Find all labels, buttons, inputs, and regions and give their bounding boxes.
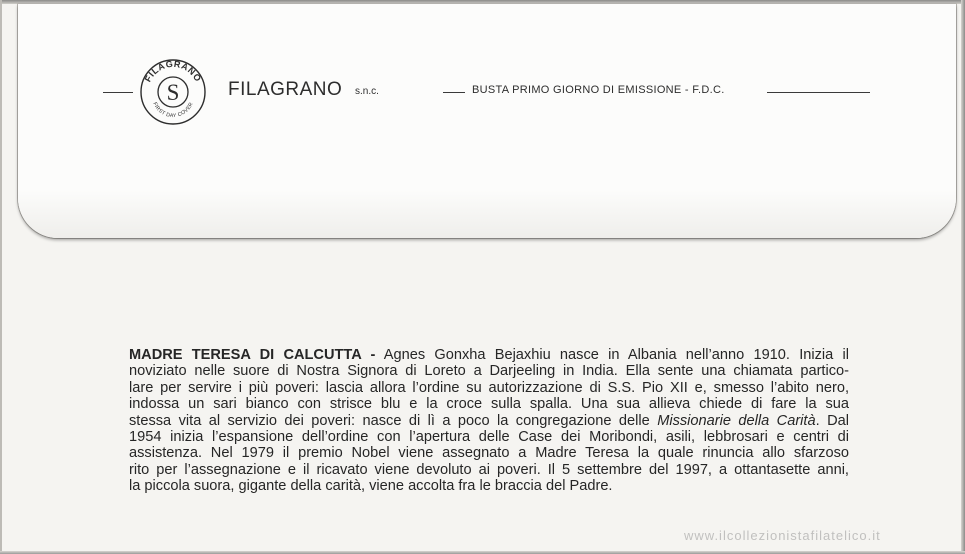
bio-line-6: 1954 inizia l’espansione dell’ordine con l’apertura delle Case dei Moribondi, asili, lebbrosari e centri di (129, 429, 849, 446)
seal-letter: S (166, 80, 180, 105)
bio-line-5 (129, 413, 849, 429)
header-rule-middle (443, 92, 465, 93)
flap-fold-shading (18, 190, 956, 238)
bio-congregation-name: Missionarie della Carità (657, 412, 816, 429)
brand-name: FILAGRANO (228, 79, 343, 100)
bio-line-3: lare per servire i più poveri: lascia allora l’ordine su autorizzazione di S.S. Pio XII e, smesso l’abito nero, (129, 379, 849, 396)
header-rule-left (103, 92, 133, 93)
header-rule-right (767, 92, 870, 93)
envelope-right-edge (961, 0, 965, 554)
bio-line-8: rito per l’assegnazione e il ricavato viene devoluto ai poveri. Il 5 settembre del 1997, a ottantasette anni, (129, 461, 849, 478)
bio-title: MADRE TERESA DI CALCUTTA - (129, 347, 376, 363)
bio-line-4: indossa un sari bianco con strisce blu e la croce sulla spalla. Una sua allieva chiede di fare la sua (129, 396, 849, 413)
seal-top-text: FILAGRANO (142, 58, 204, 84)
brand-suffix: s.n.c. (355, 86, 379, 97)
bio-line-2: noviziato nelle suore di Nostra Signora di Loreto a Darjeeling in India. Ella sente una chiamata partico- (129, 363, 849, 380)
bio-line-7: assistenza. Nel 1979 il premio Nobel viene assegnato a Madre Teresa la quale rinuncia allo sfarzoso (129, 445, 849, 462)
bio-line-5-text-b: . Dal (815, 412, 849, 429)
envelope-left-edge (0, 0, 2, 554)
bio-line-5-text-a: stessa vita al servizio dei poveri: nasce di lì a poco la congregazione delle (129, 412, 658, 429)
first-day-cover-label: BUSTA PRIMO GIORNO DI EMISSIONE - F.D.C. (472, 84, 725, 96)
seal-bottom-text: FIRST DAY COVER (151, 101, 195, 120)
biography-text (129, 347, 849, 495)
filagrano-seal-logo (139, 58, 207, 126)
bio-line-1-text: Agnes Gonxha Bejaxhiu nasce in Albania nell’anno 1910. Inizia il (375, 347, 849, 363)
bio-line-1 (129, 347, 849, 363)
website-watermark: www.ilcollezionistafilatelico.it (684, 528, 881, 543)
bio-line-9: la piccola suora, gigante della carità, viene accolta fra le braccia del Padre. (129, 478, 613, 495)
